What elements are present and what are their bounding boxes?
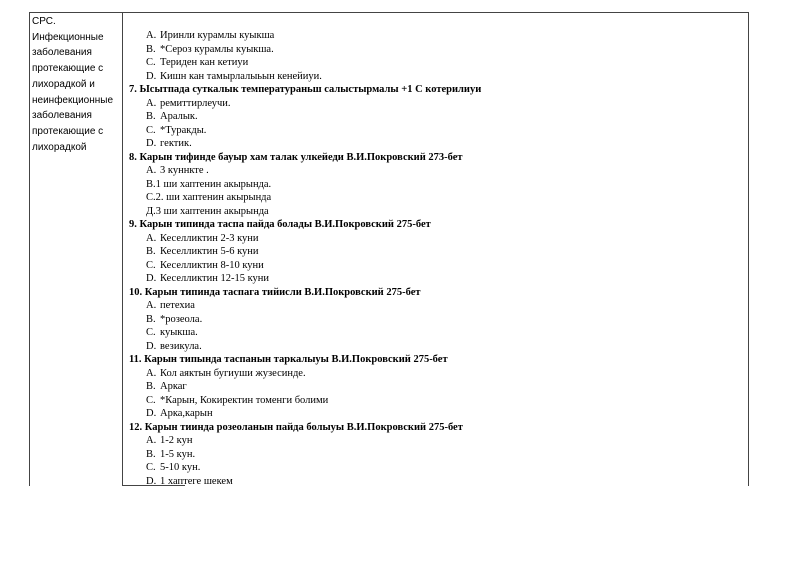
answer-option: Д.3 ши хаптенин акырында (146, 205, 269, 217)
topic-line: лихорадкой и (32, 78, 95, 90)
answer-option: A. ремиттирлеучи. (146, 97, 231, 109)
topic-line: СРС. (32, 16, 56, 27)
question-title: 10. Карын типинда таспага тийисли В.И.Покровский 275-бет (129, 286, 421, 298)
answer-option: D. гектик. (146, 138, 192, 149)
document-table (29, 12, 749, 486)
question-title: 8. Карын тифинде бауыр хам талак улкейеди В.И.Покровский 273-бет (129, 151, 463, 163)
answer-option: C. 5-10 кун. (146, 462, 201, 473)
answer-option: B. *розеола. (146, 313, 203, 325)
answer-option: D. Кеселликтин 12-15 куни (146, 273, 270, 284)
answer-option: B. Кеселликтин 5-6 куни (146, 246, 259, 257)
topic-column (30, 13, 123, 486)
topic-line: заболевания (32, 47, 92, 59)
question-block (129, 151, 748, 219)
answer-option: D. Арка,карын (146, 408, 213, 419)
question-block (129, 29, 748, 83)
answer-option: A. Кеселликтин 2-3 куни (146, 232, 259, 244)
topic-line: протекающие с (32, 125, 104, 137)
topic-line: лихорадкой (32, 141, 87, 153)
answer-option: A. Иринли курамлы куыкша (146, 30, 275, 41)
question-block (129, 353, 748, 421)
answer-option: C. Териден кан кетиуи (146, 57, 249, 68)
answer-option: A. 1-2 кун (146, 435, 193, 446)
question-block (129, 83, 748, 151)
answer-option: A. 3 куннкте . (146, 165, 209, 176)
answer-option: В.1 ши хаптенин акырында. (146, 178, 272, 190)
question-block (129, 421, 748, 489)
answer-option: B. Аркаг (146, 381, 187, 392)
table-bottom-border (122, 485, 185, 486)
answer-option: С.2. ши хаптенин акырында (146, 192, 272, 203)
question-title: 7. Ысытпада суткалык температураньш салыстырмалы +1 С котерилиуи (129, 84, 482, 95)
question-block (129, 218, 748, 286)
answer-option: A. петехиа (146, 300, 195, 311)
answer-option: D. Кишн кан тамырлалыьын кенейиуи. (146, 70, 322, 82)
question-title: 11. Карын типында таспанын таркалыуы В.И.Покровский 275-бет (129, 354, 448, 365)
answer-option: B. Аралык. (146, 111, 198, 122)
answer-option: D. везикула. (146, 340, 202, 352)
answer-option: B. 1-5 кун. (146, 448, 196, 460)
question-title: 12. Карын тиинда розеоланын пайда болыуы В.И.Покровский 275-бет (129, 421, 463, 433)
answer-option: B. *Сероз курамлы куыкша. (146, 43, 274, 55)
topic-line: Инфекционные (32, 31, 104, 43)
answer-option: C. Кеселликтин 8-10 куни (146, 259, 264, 271)
answer-option: C. *Карын, Кокиректин томенги болими (146, 394, 329, 406)
topic-line: заболевания (32, 110, 92, 122)
answer-option: C. *Туракды. (146, 124, 207, 136)
answer-option: A. Кол аяктын бугиуши жузесинде. (146, 367, 306, 379)
question-title: 9. Карын типинда таспа пайда болады В.И.Покровский 275-бет (129, 219, 431, 230)
questions-column (123, 13, 748, 486)
topic-line: протекающие с (32, 63, 104, 75)
answer-option: C. куыкша. (146, 327, 198, 338)
topic-line: неинфекционные (32, 94, 114, 106)
question-block (129, 286, 748, 354)
answer-option: D. 1 хаптеге шекем (146, 475, 233, 487)
